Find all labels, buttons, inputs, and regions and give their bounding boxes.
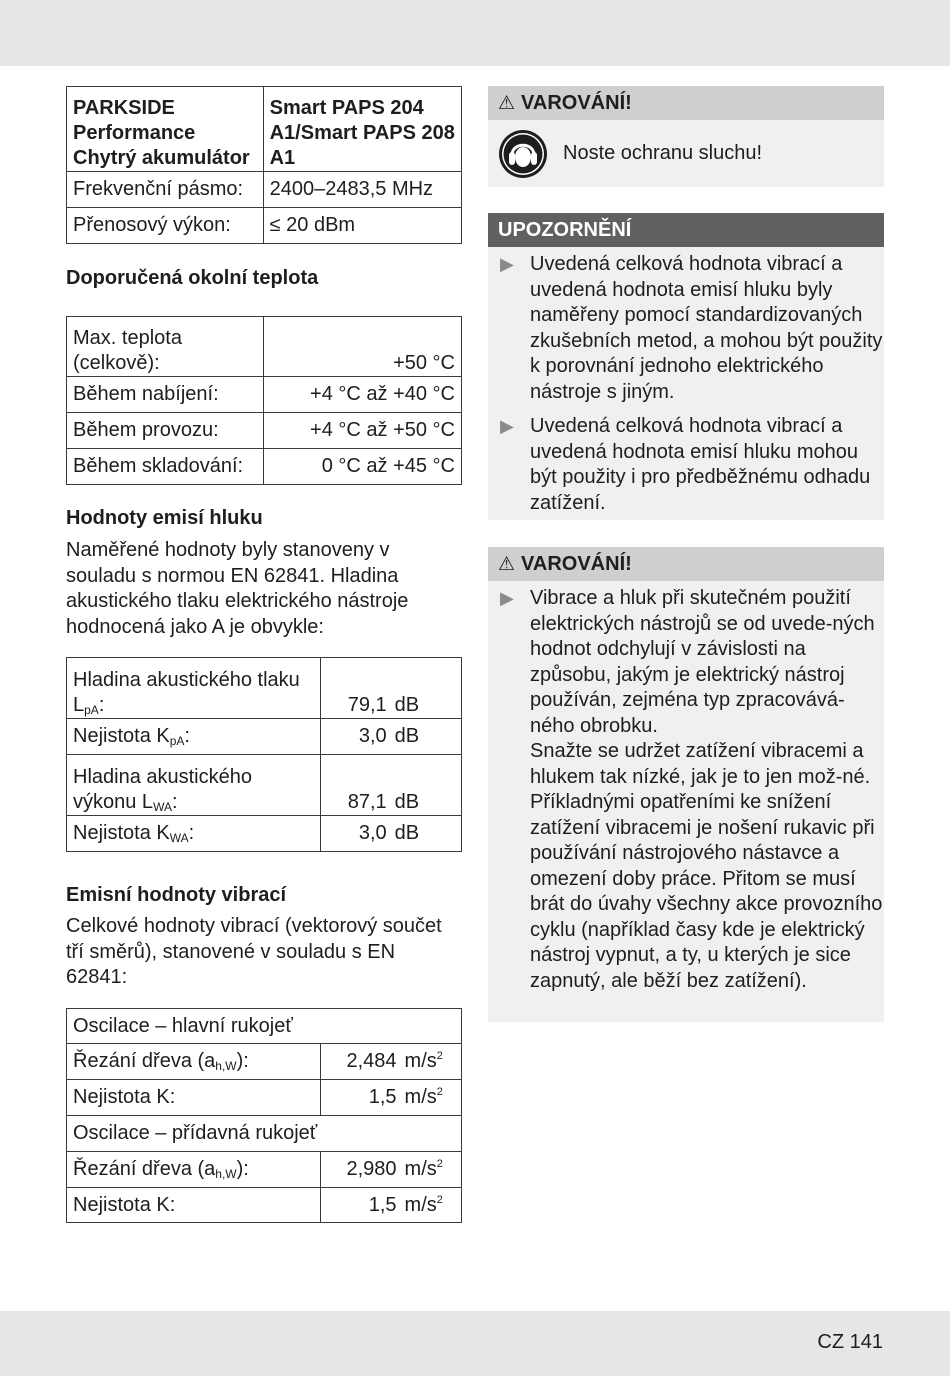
warning-hearing-text: Noste ochranu sluchu! [563, 142, 763, 164]
notice-bullet: ▶ Uvedená celková hodnota vibrací a uvedená hodnota emisí hluku mohou být použity i pro předběžnému odhadu zatížení. [500, 415, 871, 514]
noise-row-value: 3,0 [321, 816, 391, 852]
vibration-unit: $m/s^2$ [401, 1152, 462, 1188]
vibration-cut-label: Řezání dřeva $(a_{h,W})$: [67, 1152, 321, 1188]
noise-text: Naměřené hodnoty byly stanoveny v souladu s normou EN 62841. Hladina akustického tlaku elektrického nástroje hodnocená jako A je obvykle: [66, 539, 409, 638]
vibration-group-main: Oscilace – hlavní rukojeť [67, 1009, 462, 1044]
notice-bullet: ▶ Uvedená celková hodnota vibrací a uvedená hodnota emisí hluku byly naměřeny pomocí standardizovaných zkušebních metod, a mohou být použity k porovnání jednoho elektrického nástroje s jiným. [500, 253, 883, 403]
noise-row-value: 3,0 [321, 719, 391, 755]
temp-row-label: Během provozu: [67, 413, 264, 449]
noise-row-unit: dB [391, 755, 462, 816]
vibration-table [66, 1008, 462, 1223]
noise-heading: Hodnoty emisí hluku [66, 507, 263, 529]
model-value: Smart PAPS 204 A1/Smart PAPS 208 A1 [263, 87, 461, 172]
vibration-uncert-value: 1,5 [321, 1080, 401, 1116]
vibration-uncert-label: Nejistota K: [67, 1080, 321, 1116]
freq-label: Frekvenční pásmo: [67, 172, 264, 208]
noise-row-label: Nejistota $K_{WA}$: [67, 816, 321, 852]
page-number: CZ 141 [817, 1331, 883, 1353]
noise-row-unit: dB [391, 719, 462, 755]
vibration-group-aux: Oscilace – přídavná rukojeť [67, 1116, 462, 1152]
vibration-uncert-label: Nejistota K: [67, 1188, 321, 1223]
temp-row-value: +50 °C [263, 317, 461, 377]
bottom-bar [0, 1311, 950, 1376]
hearing-protection-icon [498, 129, 548, 179]
warning-triangle-icon: ⚠ [498, 554, 516, 575]
vibration-cut-value: 2,484 [321, 1044, 401, 1080]
vibration-text: Celkové hodnoty vibrací (vektorový součet tří směrů), stanovené v souladu s EN 62841: [66, 915, 442, 988]
model-label: PARKSIDE Performance Chytrý akumulátor [67, 87, 264, 172]
warning-triangle-icon: ⚠ [498, 93, 516, 114]
warning-bullet: ▶ Vibrace a hluk při skutečném použití elektrických nástrojů se od uvede-ných hodnot odchylují v závislosti na způsobu, jakým je elektrický nástroj používán, zejména typ zpracovává-ného obrobku. Snažte se udržet zatížení vibracemi a hlukem tak nízké, jak je to jen mož-né. Příkladnými opatřeními ke snížení zatížení vibracemi je nošení rukavic při používání nástrojového nástavce a omezení doby práce. Přitom se musí brát do úvahy všechny akce provozního cyklu (například časy kde je elektrický nástroj vypnut, a ty, u kterých je sice zapnutý, ale běží bez zatížení). [500, 587, 883, 992]
notice-box [488, 213, 884, 520]
vibration-unit: $m/s^2$ [401, 1044, 462, 1080]
noise-row-label: Nejistota $K_{pA}$: [67, 719, 321, 755]
bullet-arrow-icon: ▶ [500, 588, 514, 608]
temp-row-label: Max. teplota (celkově): [67, 317, 264, 377]
vibration-heading: Emisní hodnoty vibrací [66, 884, 287, 906]
warning-header: ⚠ VAROVÁNÍ! [488, 547, 884, 581]
noise-row-label: Hladina akustického tlaku $L_{pA}$: [67, 658, 321, 719]
noise-row-label: Hladina akustického výkonu $L_{WA}$: [67, 755, 321, 816]
bullet-arrow-icon: ▶ [500, 254, 514, 274]
noise-row-value: 87,1 [321, 755, 391, 816]
notice-header: UPOZORNĚNÍ [488, 213, 884, 247]
temp-row-label: Během nabíjení: [67, 377, 264, 413]
vibration-uncert-value: 1,5 [321, 1188, 401, 1223]
vibration-cut-value: 2,980 [321, 1152, 401, 1188]
noise-row-unit: dB [391, 816, 462, 852]
noise-row-unit: dB [391, 658, 462, 719]
temp-row-value: +4 °C až +40 °C [263, 377, 461, 413]
vibration-cut-label: Řezání dřeva $(a_{h,W})$: [67, 1044, 321, 1080]
temp-heading: Doporučená okolní teplota [66, 267, 319, 289]
temperature-table [66, 316, 462, 485]
temp-row-label: Během skladování: [67, 449, 264, 485]
power-value: ≤ 20 dBm [263, 208, 461, 244]
power-label: Přenosový výkon: [67, 208, 264, 244]
vibration-unit: $m/s^2$ [401, 1188, 462, 1223]
warning-header: ⚠ VAROVÁNÍ! [488, 86, 884, 120]
warning-hearing-box [488, 86, 884, 187]
bullet-arrow-icon: ▶ [500, 416, 514, 436]
freq-value: 2400–2483,5 MHz [263, 172, 461, 208]
temp-row-value: +4 °C až +50 °C [263, 413, 461, 449]
top-bar [0, 0, 950, 66]
noise-table [66, 657, 462, 852]
vibration-unit: $m/s^2$ [401, 1080, 462, 1116]
product-table [66, 86, 462, 244]
noise-row-value: 79,1 [321, 658, 391, 719]
temp-row-value: 0 °C až +45 °C [263, 449, 461, 485]
warning-vibration-box [488, 547, 884, 1022]
